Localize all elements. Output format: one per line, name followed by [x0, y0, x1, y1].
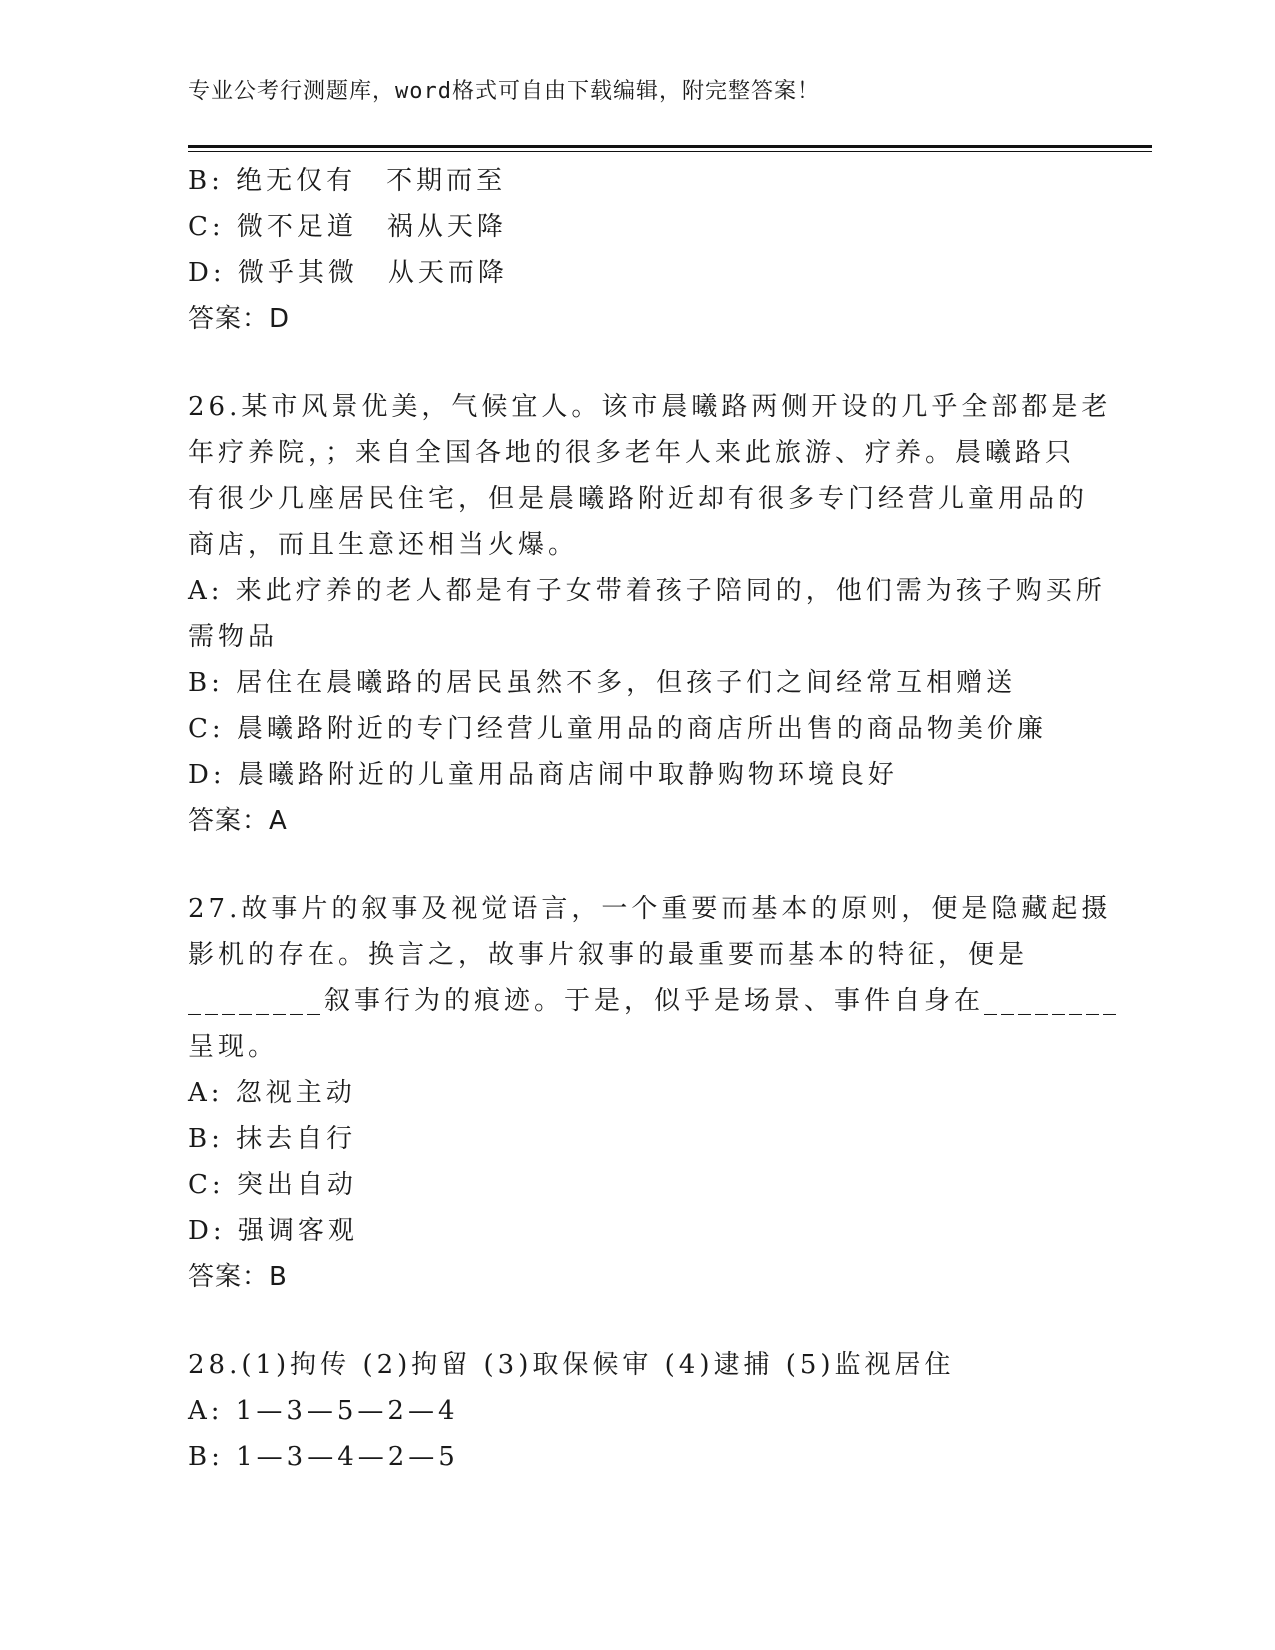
option-a-cont: 需物品	[188, 622, 279, 652]
option-d: D: 微乎其微 从天而降	[188, 258, 508, 288]
question-text: 有很少几座居民住宅，但是晨曦路附近却有很多专门经营儿童用品的	[188, 484, 1089, 514]
question-28	[188, 1342, 1088, 1480]
option-a: A: 1—3—5—2—4	[188, 1396, 459, 1426]
question-text: 呈现。	[188, 1032, 279, 1062]
option-c: C: 突出自动	[188, 1170, 357, 1200]
question-text: 影机的存在。换言之，故事片叙事的最重要而基本的特征，便是	[188, 940, 1029, 970]
answer: 答案：B	[188, 1262, 288, 1292]
option-d: D: 晨曦路附近的儿童用品商店闹中取静购物环境良好	[188, 760, 898, 790]
option-b: B: 居住在晨曦路的居民虽然不多，但孩子们之间经常互相赠送	[188, 668, 1017, 698]
question-27	[188, 886, 1121, 1300]
question-26	[188, 384, 1112, 844]
page-header: 专业公考行测题库，word格式可自由下载编辑，附完整答案！	[188, 79, 820, 104]
question-text: 26.某市风景优美，气候宜人。该市晨曦路两侧开设的几乎全部都是老	[188, 392, 1112, 422]
option-a: A: 忽视主动	[188, 1078, 356, 1108]
question-25-tail	[188, 158, 1088, 342]
document-body	[188, 158, 1121, 1480]
question-text: 商店，而且生意还相当火爆。	[188, 530, 579, 560]
question-text: 27.故事片的叙事及视觉语言，一个重要而基本的原则，便是隐藏起摄	[188, 894, 1112, 924]
option-d: D: 强调客观	[188, 1216, 358, 1246]
answer: 答案：A	[188, 806, 288, 836]
option-b: B: 1—3—4—2—5	[188, 1442, 459, 1472]
question-text: ________叙事行为的痕迹。于是，似乎是场景、事件自身在________	[188, 986, 1121, 1016]
header-rule-thick	[188, 145, 1152, 148]
option-c: C: 晨曦路附近的专门经营儿童用品的商店所出售的商品物美价廉	[188, 714, 1047, 744]
option-b: B: 抹去自行	[188, 1124, 357, 1154]
option-a: A: 来此疗养的老人都是有子女带着孩子陪同的，他们需为孩子购买所	[188, 576, 1106, 606]
question-text: 28.(1)拘传 (2)拘留 (3)取保候审 (4)逮捕 (5)监视居住	[188, 1350, 955, 1380]
option-c: C: 微不足道 祸从天降	[188, 212, 507, 242]
option-b: B: 绝无仅有 不期而至	[188, 166, 507, 196]
question-text: 年疗养院，；来自全国各地的很多老年人来此旅游、疗养。晨曦路只	[188, 438, 1076, 468]
header-rule-thin	[188, 151, 1152, 152]
answer: 答案：D	[188, 304, 291, 334]
